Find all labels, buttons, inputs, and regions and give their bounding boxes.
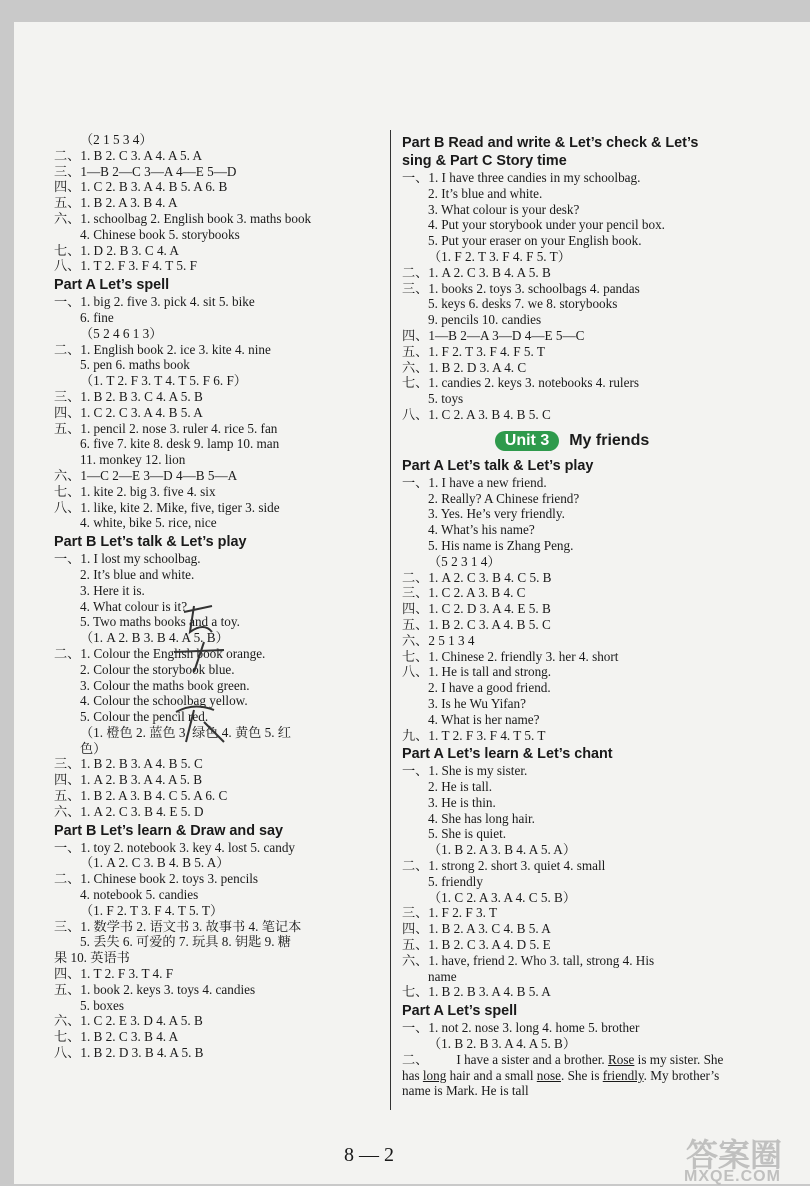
answer-line: 一、1. I have a new friend. — [402, 474, 547, 490]
answer-line: 色） — [80, 740, 107, 756]
answer-line: 一、1. not 2. nose 3. long 4. home 5. brother — [402, 1020, 640, 1036]
answer-line: 四、1. T 2. F 3. T 4. F — [54, 966, 174, 982]
section-heading: sing & Part C Story time — [402, 153, 567, 169]
answer-line: 四、1. C 2. C 3. A 4. B 5. A — [54, 404, 203, 420]
answer-line: 八、1. C 2. A 3. B 4. B 5. C — [402, 406, 551, 422]
answer-line: 11. monkey 12. lion — [80, 452, 186, 468]
paragraph-text: I have a sister and a brother. — [456, 1051, 608, 1067]
answer-line: 七、1. B 2. B 3. A 4. B 5. A — [402, 984, 551, 1000]
answer-line: （5 2 3 1 4） — [428, 553, 501, 569]
answer-page — [14, 22, 810, 1184]
underlined-answer: long — [422, 1067, 447, 1083]
right-column — [402, 132, 742, 1099]
answer-line: 五、1. B 2. C 3. A 4. D 5. E — [402, 937, 551, 953]
answer-line: 5. boxes — [80, 997, 124, 1013]
answer-line: 七、1. candies 2. keys 3. notebooks 4. rulers — [402, 375, 639, 391]
unit-header — [402, 427, 742, 455]
answer-line: 3. Colour the maths book green. — [80, 677, 250, 693]
answer-line: 6. fine — [80, 309, 114, 325]
answer-line: 五、1. pencil 2. nose 3. ruler 4. rice 5. fan — [54, 420, 278, 436]
answer-line: （1. B 2. A 3. B 4. A 5. A） — [428, 842, 577, 858]
answer-line: 5. friendly — [428, 873, 483, 889]
answer-line: 四、1. B 2. A 3. C 4. B 5. A — [402, 921, 551, 937]
answer-line: 二、1. Chinese book 2. toys 3. pencils — [54, 871, 259, 887]
answer-line: 5. toys — [428, 391, 464, 407]
answer-line: 二、1. English book 2. ice 3. kite 4. nine — [54, 341, 271, 357]
answer-line: 4. She has long hair. — [428, 810, 535, 826]
paragraph-text: hair and a small — [446, 1067, 537, 1083]
answer-line: 4. notebook 5. candies — [80, 887, 199, 903]
answer-line: 5. 丢失 6. 可爱的 7. 玩具 8. 钥匙 9. 糖 — [80, 934, 291, 950]
answer-line: 八、1. T 2. F 3. F 4. T 5. F — [54, 258, 197, 274]
answer-line: 三、1. B 2. B 3. C 4. A 5. B — [54, 388, 203, 404]
answer-line: name — [428, 968, 457, 984]
answer-line: 6. five 7. kite 8. desk 9. lamp 10. man — [80, 436, 280, 452]
answer-line: 八、1. B 2. D 3. B 4. A 5. B — [54, 1045, 204, 1061]
answer-line: 2. It’s blue and white. — [80, 566, 195, 582]
answer-line: 九、1. T 2. F 3. F 4. T 5. T — [402, 727, 546, 743]
answer-line: （1. B 2. B 3. A 4. A 5. B） — [428, 1036, 577, 1052]
paragraph-answer — [402, 1052, 732, 1099]
answer-line: 三、1. F 2. F 3. T — [402, 905, 498, 921]
answer-line: 四、1—B 2—A 3—D 4—E 5—C — [402, 327, 585, 343]
item-number: 二、 — [402, 1051, 429, 1067]
answer-line: 果 10. 英语书 — [54, 950, 130, 966]
answer-line: 二、1. Colour the English book orange. — [54, 645, 266, 661]
answer-line: 七、1. Chinese 2. friendly 3. her 4. short — [402, 648, 619, 664]
underlined-answer: friendly — [602, 1067, 644, 1083]
answer-line: 三、1—B 2—C 3—A 4—E 5—D — [54, 163, 237, 179]
answer-line: 三、1. books 2. toys 3. schoolbags 4. pandas — [402, 280, 640, 296]
answer-line: 六、1. B 2. D 3. A 4. C — [402, 359, 527, 375]
section-heading: Part B Read and write & Let’s check & Let’s — [402, 135, 699, 151]
answer-line: 二、1. B 2. C 3. A 4. A 5. A — [54, 147, 203, 163]
unit-title: My friends — [569, 431, 650, 449]
answer-line: （2 1 5 3 4） — [80, 132, 153, 147]
answer-line: 5. Colour the pencil red. — [80, 709, 209, 725]
page-number: 8 — 2 — [344, 1144, 394, 1166]
answer-line: 二、1. A 2. C 3. B 4. C 5. B — [402, 569, 552, 585]
answer-line: 六、1. A 2. C 3. B 4. E 5. D — [54, 803, 204, 819]
answer-line: 四、1. A 2. B 3. A 4. A 5. B — [54, 772, 203, 788]
answer-line: 5. His name is Zhang Peng. — [428, 537, 574, 553]
answer-line: 一、1. I have three candies in my schoolbag. — [402, 170, 641, 185]
answer-line: 七、1. D 2. B 3. C 4. A — [54, 242, 179, 258]
answer-line: 4. Chinese book 5. storybooks — [80, 226, 240, 242]
answer-line: 2. Colour the storybook blue. — [80, 661, 235, 677]
answer-line: 4. What colour is it? — [80, 598, 188, 614]
answer-line: 4. white, bike 5. rice, nice — [80, 515, 217, 531]
answer-line: 2. He is tall. — [428, 779, 493, 795]
answer-line: （1. F 2. T 3. F 4. F 5. T） — [428, 248, 571, 264]
left-column — [54, 132, 384, 1061]
section-heading: Part B Let’s talk & Let’s play — [54, 534, 247, 551]
answer-line: 二、1. A 2. C 3. B 4. A 5. B — [402, 264, 551, 280]
answer-line: 5. She is quiet. — [428, 826, 507, 842]
answer-line: 二、1. strong 2. short 3. quiet 4. small — [402, 858, 606, 874]
answer-line: 4. What’s his name? — [428, 522, 535, 538]
answer-line: 4. Put your storybook under your pencil box. — [428, 217, 665, 233]
paragraph-text: is my sister. She has — [402, 1051, 724, 1083]
answer-line: 八、1. like, kite 2. Mike, five, tiger 3. side — [54, 499, 280, 515]
answer-line: 一、1. toy 2. notebook 3. key 4. lost 5. candy — [54, 839, 296, 855]
answer-line: 六、2 5 1 3 4 — [402, 632, 475, 648]
underlined-answer: Rose — [607, 1051, 635, 1067]
answer-line: 三、1. 数学书 2. 语文书 3. 故事书 4. 笔记本 — [54, 918, 302, 934]
answer-line: 2. I have a good friend. — [428, 680, 551, 696]
answer-line: 2. It’s blue and white. — [428, 185, 543, 201]
answer-line: 四、1. C 2. B 3. A 4. B 5. A 6. B — [54, 179, 228, 195]
answer-line: 五、1. F 2. T 3. F 4. F 5. T — [402, 343, 545, 359]
answer-line: 一、1. I lost my schoolbag. — [54, 551, 201, 567]
section-heading: Part A Let’s spell — [54, 277, 170, 294]
answer-line: 3. Yes. He’s very friendly. — [428, 506, 565, 522]
answer-line: 五、1. B 2. A 3. B 4. C 5. A 6. C — [54, 788, 228, 804]
paragraph-text: . She is — [560, 1067, 603, 1083]
answer-line: 2. Really? A Chinese friend? — [428, 490, 580, 506]
answer-line: （5 2 4 6 1 3） — [80, 325, 163, 341]
underlined-answer: nose — [536, 1067, 561, 1083]
unit-badge: Unit 3 — [495, 431, 559, 451]
watermark-logo: 答案圈 — [686, 1137, 783, 1173]
answer-line: 五、1. B 2. C 3. A 4. B 5. C — [402, 616, 551, 632]
answer-line: 三、1. C 2. A 3. B 4. C — [402, 585, 526, 601]
section-heading: Part A Let’s learn & Let’s chant — [402, 746, 613, 763]
answer-line: 一、1. She is my sister. — [402, 763, 528, 779]
answer-line: （1. T 2. F 3. T 4. T 5. F 6. F） — [80, 373, 247, 389]
answer-line: 五、1. book 2. keys 3. toys 4. candies — [54, 981, 256, 997]
answer-line: 六、1. schoolbag 2. English book 3. maths book — [54, 210, 312, 226]
answer-line: 四、1. C 2. D 3. A 4. E 5. B — [402, 601, 551, 617]
answer-line: 五、1. B 2. A 3. B 4. A — [54, 195, 178, 211]
answer-line: 七、1. B 2. C 3. B 4. A — [54, 1029, 179, 1045]
answer-line: 3. Here it is. — [80, 582, 145, 598]
section-heading: Part A Let’s talk & Let’s play — [402, 457, 594, 474]
section-heading: Part B Let’s learn & Draw and say — [54, 822, 283, 839]
answer-line: 六、1. C 2. E 3. D 4. A 5. B — [54, 1013, 203, 1029]
answer-line: 3. What colour is your desk? — [428, 201, 580, 217]
paragraph-text: . My brother’s name is Mark. He is tall — [402, 1067, 720, 1099]
answer-line: 5. Put your eraser on your English book. — [428, 233, 642, 249]
answer-line: 六、1. have, friend 2. Who 3. tall, strong 4. His — [402, 952, 655, 968]
answer-line: 9. pencils 10. candies — [428, 312, 542, 328]
watermark-url: MXQE.COM — [684, 1168, 781, 1185]
answer-line: （1. A 2. C 3. B 4. B 5. A） — [80, 855, 230, 871]
answer-line: （1. 橙色 2. 蓝色 3. 绿色 4. 黄色 5. 红 — [80, 724, 291, 740]
column-divider — [390, 130, 391, 1110]
answer-line: 三、1. B 2. B 3. A 4. B 5. C — [54, 756, 203, 772]
answer-line: 4. What is her name? — [428, 711, 540, 727]
answer-line: 3. He is thin. — [428, 794, 496, 810]
answer-line: （1. C 2. A 3. A 4. C 5. B） — [428, 889, 577, 905]
answer-line: 5. pen 6. maths book — [80, 357, 190, 373]
answer-line: 七、1. kite 2. big 3. five 4. six — [54, 483, 216, 499]
answer-line: （1. F 2. T 3. F 4. T 5. T） — [80, 902, 224, 918]
section-heading: Part A Let’s spell — [402, 1003, 518, 1020]
answer-line: 八、1. He is tall and strong. — [402, 664, 552, 680]
answer-line: 4. Colour the schoolbag yellow. — [80, 693, 248, 709]
answer-line: 一、1. big 2. five 3. pick 4. sit 5. bike — [54, 294, 255, 310]
answer-line: 六、1—C 2—E 3—D 4—B 5—A — [54, 467, 238, 483]
answer-line: 5. Two maths books and a toy. — [80, 614, 240, 630]
answer-line: 5. keys 6. desks 7. we 8. storybooks — [428, 296, 618, 312]
answer-line: （1. A 2. B 3. B 4. A 5. B） — [80, 630, 229, 646]
answer-line: 3. Is he Wu Yifan? — [428, 695, 526, 711]
